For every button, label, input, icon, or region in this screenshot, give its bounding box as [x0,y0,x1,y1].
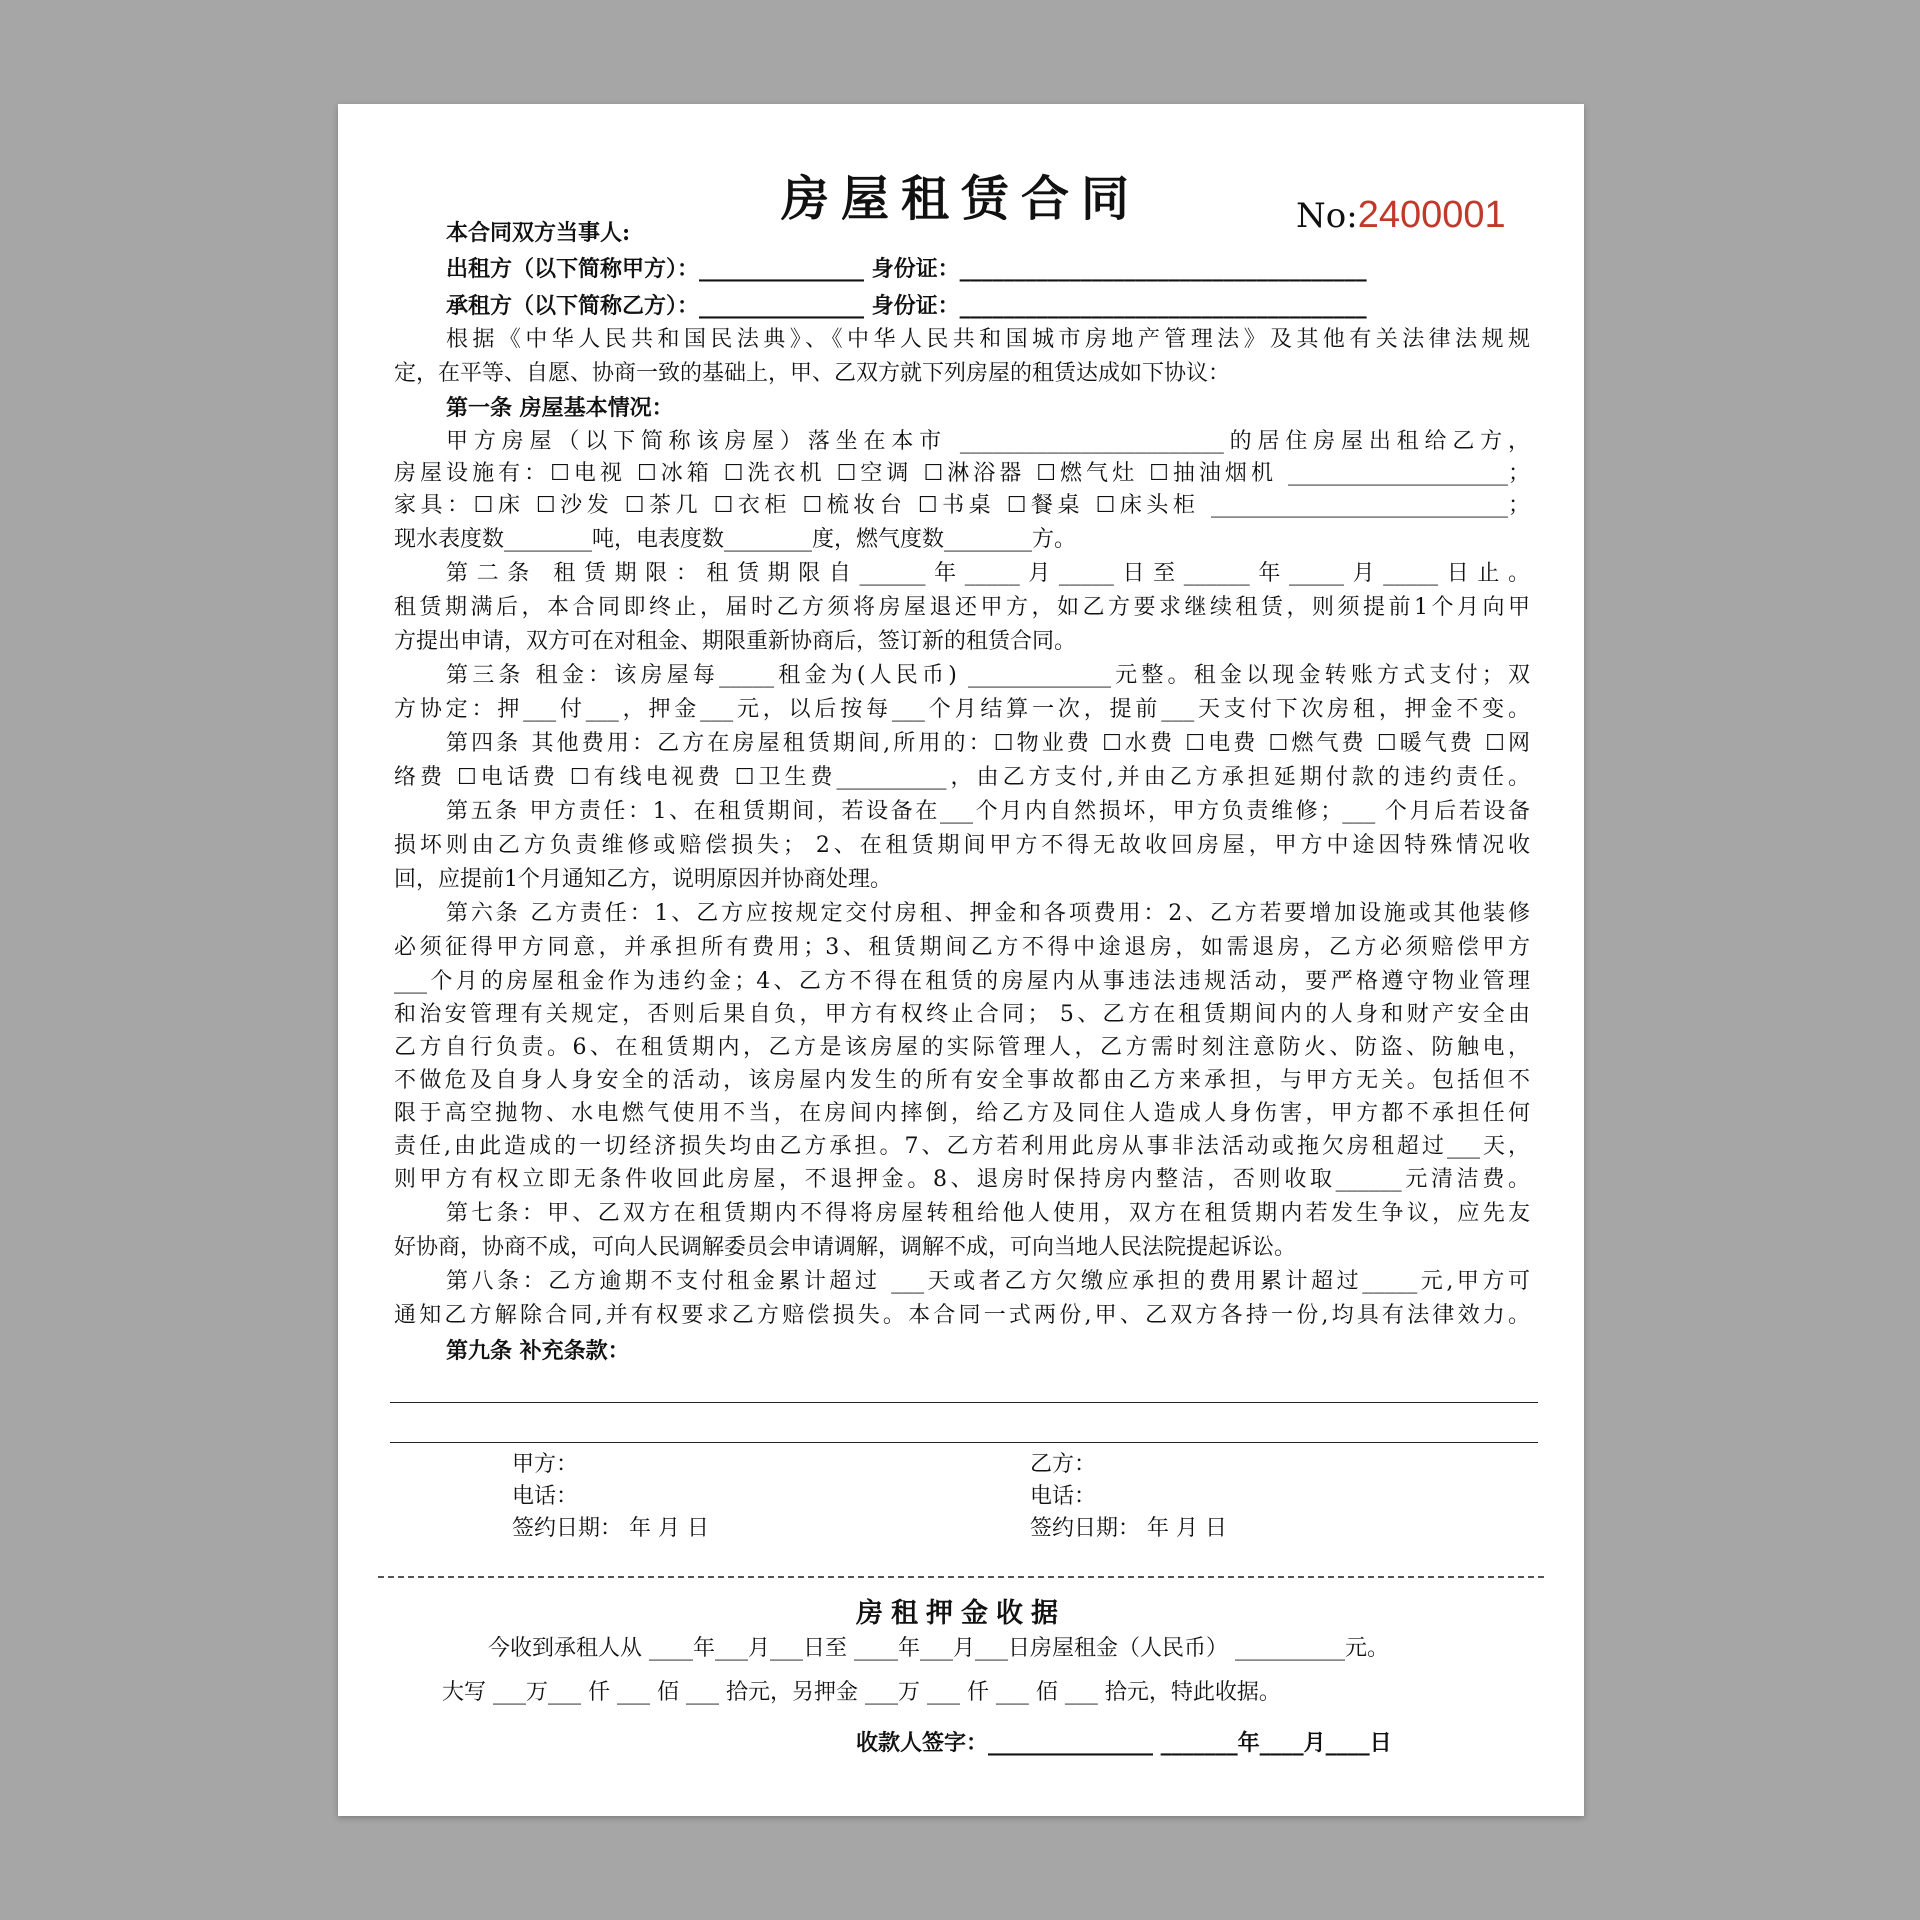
contract-sheet [338,104,1584,1816]
article-7-line-1: 第七条：甲、乙双方在租赁期内不得将房屋转租给他人使用，双方在租赁期内若发生争议，应先友 [446,1201,1530,1226]
receipt-title: 房租押金收据 [856,1598,1066,1629]
article-4-line-1: 第四条 其他费用：乙方在房屋租赁期间,所用的：☐物业费 ☐水费 ☐电费 ☐燃气费 ☐暖气费 ☐网 [446,731,1530,756]
article-6-line-8: 责任,由此造成的一切经济损失均由乙方承担。7、乙方若利用此房从事非法活动或拖欠房租超过___天， [394,1134,1530,1159]
party-a-label: 甲方： [512,1452,579,1477]
article-1-heading: 第一条 房屋基本情况： [446,395,674,421]
lessee-line: 承租方（以下简称乙方）：_______________ 身份证：_____________________________________ [446,293,1367,319]
article-6-line-7: 限于高空抛物、水电燃气使用不当，在房间内摔倒，给乙方及同住人造成人身伤害，甲方都不承担任何 [394,1101,1530,1126]
party-b-date: 签约日期： 年 月 日 [1030,1516,1227,1541]
article-8-line-2: 通知乙方解除合同,并有权要求乙方赔偿损失。本合同一式两份,甲、乙双方各持一份,均具有法律效力。 [394,1303,1530,1328]
article-2-line-3: 方提出申请，双方可在对租金、期限重新协商后，签订新的租赁合同。 [394,629,1077,654]
article-6-line-4: 和治安管理有关规定，否则后果自负，甲方有权终止合同； 5、乙方在租赁期间内的人身和财产安全由 [394,1002,1530,1027]
article-6-line-1: 第六条 乙方责任：1、乙方应按规定交付房租、押金和各项费用：2、乙方若要增加设施或其他装修 [446,901,1530,926]
page-title: 房屋租赁合同 [780,171,1141,227]
supplementary-rule-1 [390,1402,1538,1403]
article-9-heading: 第九条 补充条款： [446,1338,630,1364]
article-2-line-1: 第二条 租赁期限：租赁期限自______年_____月_____日至______年_____月_____日止。 [446,561,1530,586]
serial-value: 2400001 [1357,194,1506,236]
article-6-line-5: 乙方自行负责。6、在租赁期内，乙方是该房屋的实际管理人，乙方需时刻注意防火、防盗、防触电， [394,1035,1530,1060]
receipt-line-1: 今收到承租人从 ____年___月___日至 ____年___月___日房屋租金（人民币） __________元。 [488,1636,1389,1661]
receipt-line-2: 大写 ___万___ 仟 ___ 佰 ___ 拾元，另押金 ___万 ___ 仟 ___ 佰 ___ 拾元，特此收据。 [442,1680,1281,1705]
article-5-line-3: 回，应提前1个月通知乙方，说明原因并协商处理。 [394,867,892,892]
supplementary-rule-2 [390,1442,1538,1443]
article-5-line-1: 第五条 甲方责任：1、在租赁期间，若设备在___个月内自然损坏，甲方负责维修；___ 个月后若设备 [446,799,1530,824]
tear-off-line [378,1576,1544,1578]
article-1-facilities: 房屋设施有：☐电视 ☐冰箱 ☐洗衣机 ☐空调 ☐淋浴器 ☐燃气灶 ☐抽油烟机 ____________________； [394,461,1530,486]
article-1-line-1: 甲方房屋（以下简称该房屋）落坐在本市 ________________________的居住房屋出租给乙方， [446,429,1530,454]
preamble-line-1: 根据《中华人民共和国民法典》、《中华人民共和国城市房地产管理法》及其他有关法律法规规 [446,327,1530,352]
article-5-line-2: 损坏则由乙方负责维修或赔偿损失； 2、在租赁期间甲方不得无故收回房屋，甲方中途因特殊情况收 [394,833,1530,858]
article-8-line-1: 第八条：乙方逾期不支付租金累计超过 ___天或者乙方欠缴应承担的费用累计超过_____元,甲方可 [446,1269,1530,1294]
article-3-line-2: 方协定：押___付___，押金___元，以后按每___个月结算一次，提前___天支付下次房租，押金不变。 [394,697,1530,722]
party-a-phone: 电话： [512,1484,579,1509]
party-b-phone: 电话： [1030,1484,1097,1509]
article-7-line-2: 好协商，协商不成，可向人民调解委员会申请调解，调解不成，可向当地人民法院提起诉讼。 [394,1235,1297,1260]
article-6-line-9: 则甲方有权立即无条件收回此房屋，不退押金。8、退房时保持房内整洁，否则收取______元清洁费。 [394,1167,1530,1192]
article-6-line-3: ___个月的房屋租金作为违约金；4、乙方不得在租赁的房屋内从事违法违规活动，要严格遵守物业管理 [394,969,1530,994]
article-6-line-6: 不做危及自身人身安全的活动，该房屋内发生的所有安全事故都由乙方来承担，与甲方无关。包括但不 [394,1068,1530,1093]
party-b-label: 乙方： [1030,1452,1097,1477]
article-1-meters: 现水表度数________吨，电表度数________度，燃气度数________方。 [394,527,1077,552]
lessor-line: 出租方（以下简称甲方）：_______________ 身份证：_____________________________________ [446,256,1367,282]
article-6-line-2: 必须征得甲方同意，并承担所有费用；3、租赁期间乙方不得中途退房，如需退房，乙方必须赔偿甲方 [394,935,1530,960]
parties-heading: 本合同双方当事人: [446,220,631,246]
preamble-line-2: 定，在平等、自愿、协商一致的基础上，甲、乙双方就下列房屋的租赁达成如下协议： [394,361,1231,386]
article-1-furniture: 家具：☐床 ☐沙发 ☐茶几 ☐衣柜 ☐梳妆台 ☐书桌 ☐餐桌 ☐床头柜 ___________________________； [394,493,1530,518]
serial-prefix: No: [1296,196,1358,236]
party-a-date: 签约日期： 年 月 日 [512,1516,709,1541]
article-2-line-2: 租赁期满后，本合同即终止，届时乙方须将房屋退还甲方，如乙方要求继续租赁，则须提前1个月向甲 [394,595,1530,620]
article-4-line-2: 络费 ☐电话费 ☐有线电视费 ☐卫生费__________，由乙方支付,并由乙方承担延期付款的违约责任。 [394,765,1530,790]
receipt-signature-line: 收款人签字：_______________ _______年____月____日 [856,1730,1392,1756]
article-3-line-1: 第三条 租金：该房屋每_____租金为(人民币) _____________元整。租金以现金转账方式支付；双 [446,663,1530,688]
